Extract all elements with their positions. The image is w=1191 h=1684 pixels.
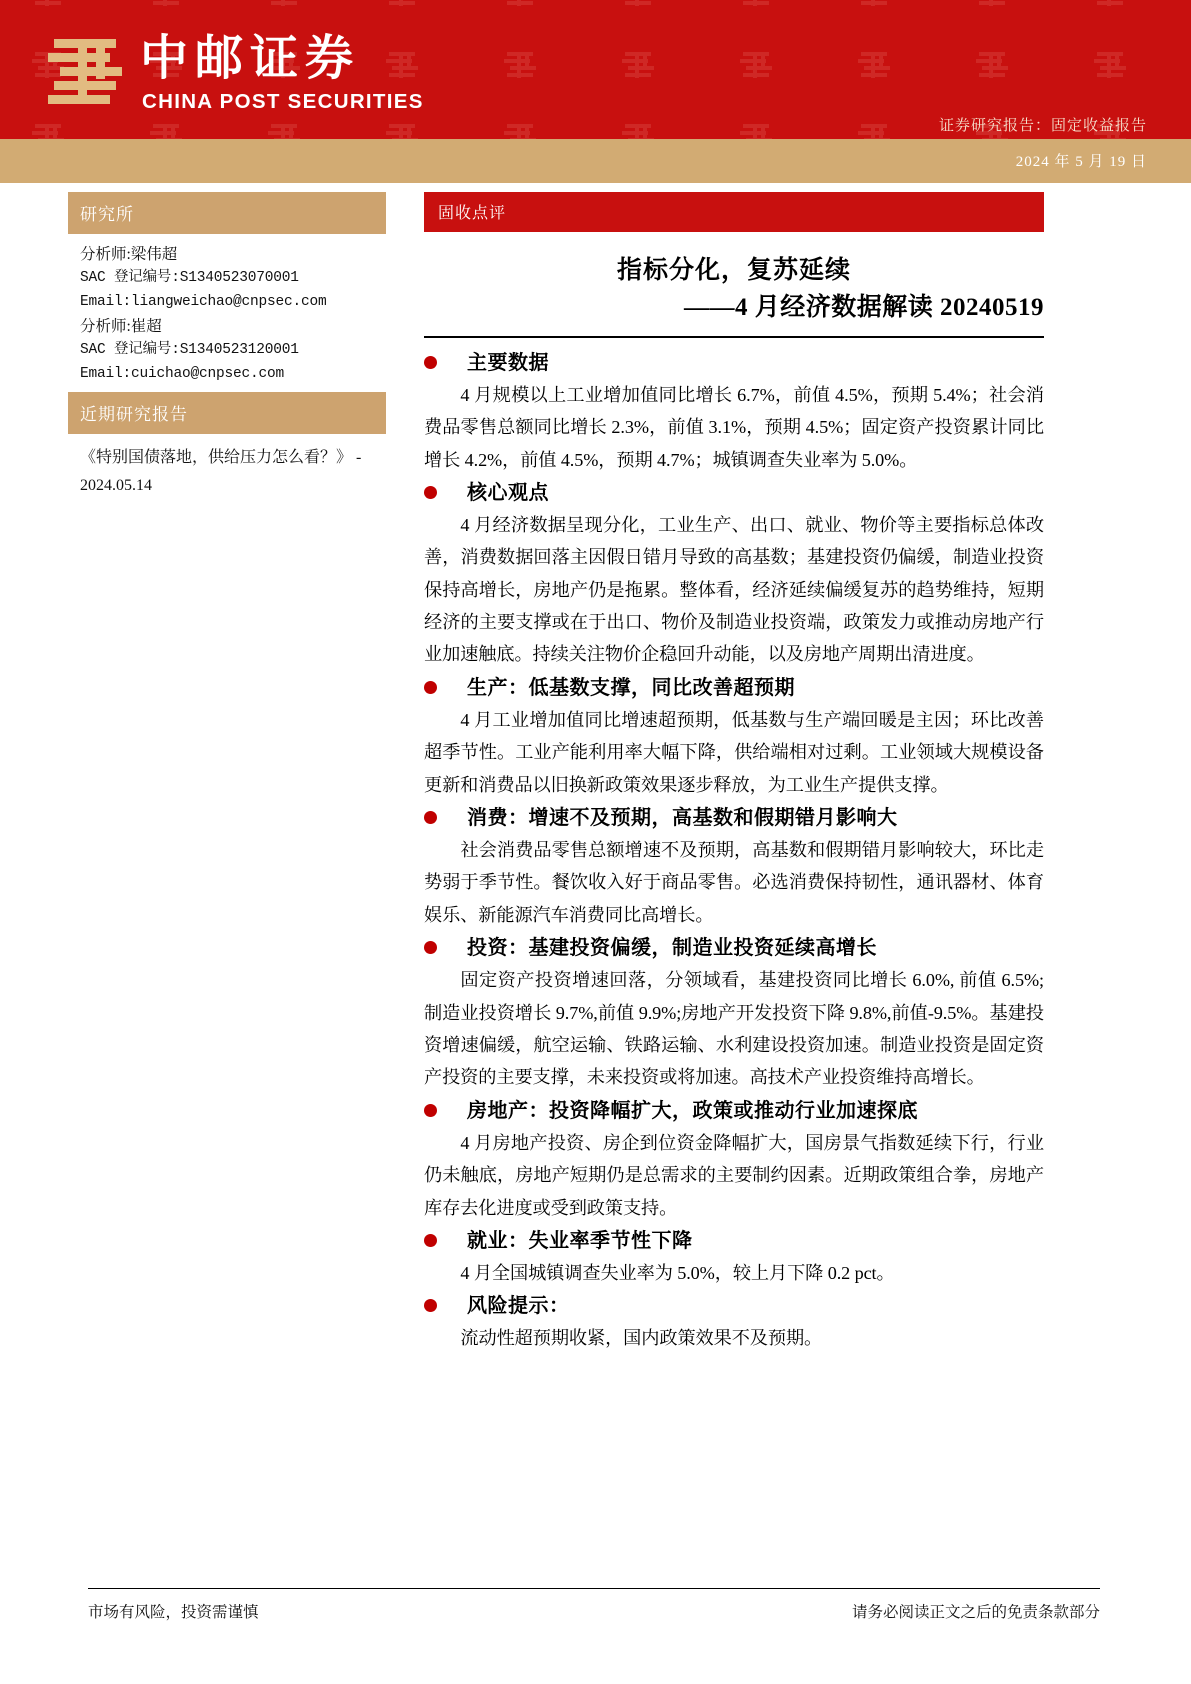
report-section bbox=[424, 803, 1044, 931]
section-body: 社会消费品零售总额增速不及预期，高基数和假期错月影响较大，环比走势弱于季节性。餐饮收入好于商品零售。必选消费保持韧性，通讯器材、体育娱乐、新能源汽车消费同比高增长。 bbox=[424, 840, 1044, 925]
section-heading-row bbox=[424, 803, 1044, 833]
report-section bbox=[424, 1226, 1044, 1289]
footer-left-note: 市场有风险，投资需谨慎 bbox=[88, 1604, 259, 1621]
main-column bbox=[424, 192, 1044, 1356]
section-heading: 投资：基建投资偏缓，制造业投资延续高增长 bbox=[467, 937, 877, 960]
analyst-info-line: SAC 登记编号:S1340523070001 bbox=[80, 270, 299, 287]
report-section bbox=[424, 478, 1044, 671]
china-post-emblem-icon bbox=[48, 37, 126, 113]
recent-reports-header: 近期研究报告 bbox=[68, 392, 386, 434]
report-section bbox=[424, 933, 1044, 1094]
section-heading-row bbox=[424, 348, 1044, 378]
logo-english-name: CHINA POST SECURITIES bbox=[142, 90, 424, 114]
section-heading-row bbox=[424, 673, 1044, 703]
section-heading-row bbox=[424, 1226, 1044, 1256]
report-section bbox=[424, 348, 1044, 476]
sidebar bbox=[68, 192, 386, 506]
page-title: 指标分化，复苏延续 bbox=[616, 257, 851, 284]
research-institute-header: 研究所 bbox=[68, 192, 386, 234]
page-subtitle: ——4 月经济数据解读 20240519 bbox=[683, 293, 1044, 321]
recent-report-item[interactable]: 《特别国债落地，供给压力怎么看？》 - 2024.05.14 bbox=[80, 449, 362, 495]
masthead-banner bbox=[0, 0, 1191, 139]
analyst-info-line: SAC 登记编号:S1340523120001 bbox=[80, 342, 299, 359]
company-logo bbox=[48, 34, 424, 114]
bullet-icon bbox=[424, 1104, 437, 1117]
bullet-icon bbox=[424, 941, 437, 954]
section-body: 4 月工业增加值同比增速超预期，低基数与生产端回暖是主因；环比改善超季节性。工业产能利用率大幅下降，供给端相对过剩。工业领域大规模设备更新和消费品以旧换新政策效果逐步释放，为工业生产提供支撑。 bbox=[424, 709, 1044, 795]
footer-right-note: 请务必阅读正文之后的免责条款部分 bbox=[851, 1604, 1100, 1621]
section-kicker: 固收点评 bbox=[424, 192, 1044, 232]
section-heading: 消费：增速不及预期，高基数和假期错月影响大 bbox=[467, 807, 898, 830]
section-body: 固定资产投资增速回落，分领域看，基建投资同比增长 6.0%, 前值 6.5%;制造业投资增长 9.7%,前值 9.9%;房地产开发投资下降 9.8%,前值-9.5%。基建投资增速偏缓，航空运输、铁路运输、水利建设投资加速。制造业投资是固定资产投资的主要支撑，未来投资或将加速。高技术产业投资维持高增长。 bbox=[424, 970, 1044, 1088]
section-heading-row bbox=[424, 478, 1044, 508]
section-heading: 主要数据 bbox=[467, 351, 549, 374]
section-heading: 房地产：投资降幅扩大，政策或推动行业加速探底 bbox=[467, 1099, 918, 1122]
section-body: 4 月全国城镇调查失业率为 5.0%，较上月下降 0.2 pct。 bbox=[460, 1262, 895, 1283]
report-section bbox=[424, 1096, 1044, 1224]
section-heading: 风险提示： bbox=[467, 1295, 570, 1318]
section-heading-row bbox=[424, 1291, 1044, 1321]
analyst-info-line: Email:cuichao@cnpsec.com bbox=[80, 365, 285, 382]
analyst-info-list bbox=[68, 234, 386, 392]
section-heading: 就业：失业率季节性下降 bbox=[467, 1229, 693, 1252]
bullet-icon bbox=[424, 1234, 437, 1247]
section-body: 流动性超预期收紧，国内政策效果不及预期。 bbox=[460, 1328, 823, 1349]
report-category-label: 证券研究报告：固定收益报告 bbox=[938, 118, 1147, 134]
bullet-icon bbox=[424, 356, 437, 369]
section-body: 4 月经济数据呈现分化，工业生产、出口、就业、物价等主要指标总体改善，消费数据回落主因假日错月导致的高基数；基建投资仍偏缓，制造业投资保持高增长，房地产仍是拖累。整体看，经济延续偏缓复苏的趋势维持，短期经济的主要支撑或在于出口、物价及制造业投资端，政策发力或推动房地产行业加速触底。持续关注物价企稳回升动能，以及房地产周期出清进度。 bbox=[424, 514, 1044, 665]
section-heading-row bbox=[424, 1096, 1044, 1126]
bullet-icon bbox=[424, 681, 437, 694]
report-section bbox=[424, 673, 1044, 801]
bullet-icon bbox=[424, 811, 437, 824]
section-body: 4 月规模以上工业增加值同比增长 6.7%，前值 4.5%，预期 5.4%；社会消费品零售总额同比增长 2.3%，前值 3.1%，预期 4.5%；固定资产投资累计同比增长 4.2%，前值 4.5%，预期 4.7%；城镇调查失业率为 5.0%。 bbox=[424, 384, 1044, 470]
sections-container bbox=[424, 348, 1044, 1355]
title-divider bbox=[424, 336, 1044, 338]
report-section bbox=[424, 1291, 1044, 1354]
bullet-icon bbox=[424, 1299, 437, 1312]
bullet-icon bbox=[424, 486, 437, 499]
title-block bbox=[424, 254, 1044, 325]
analyst-info-line: 分析师:崔超 bbox=[80, 318, 162, 336]
section-heading: 生产：低基数支撑，同比改善超预期 bbox=[467, 676, 795, 699]
analyst-info-line: Email:liangweichao@cnpsec.com bbox=[80, 293, 327, 310]
section-heading-row bbox=[424, 933, 1044, 963]
publish-date: 2024 年 5 月 19 日 bbox=[1015, 154, 1147, 170]
recent-reports-list bbox=[68, 434, 386, 506]
page-footer bbox=[88, 1588, 1100, 1622]
section-heading: 核心观点 bbox=[467, 481, 549, 504]
analyst-info-line: 分析师:梁伟超 bbox=[80, 246, 178, 263]
section-body: 4 月房地产投资、房企到位资金降幅扩大，国房景气指数延续下行，行业仍未触底，房地产短期仍是总需求的主要制约因素。近期政策组合拳，房地产库存去化进度或受到政策支持。 bbox=[424, 1132, 1044, 1218]
date-band bbox=[0, 139, 1191, 183]
logo-chinese-name: 中邮证券 bbox=[140, 32, 361, 85]
